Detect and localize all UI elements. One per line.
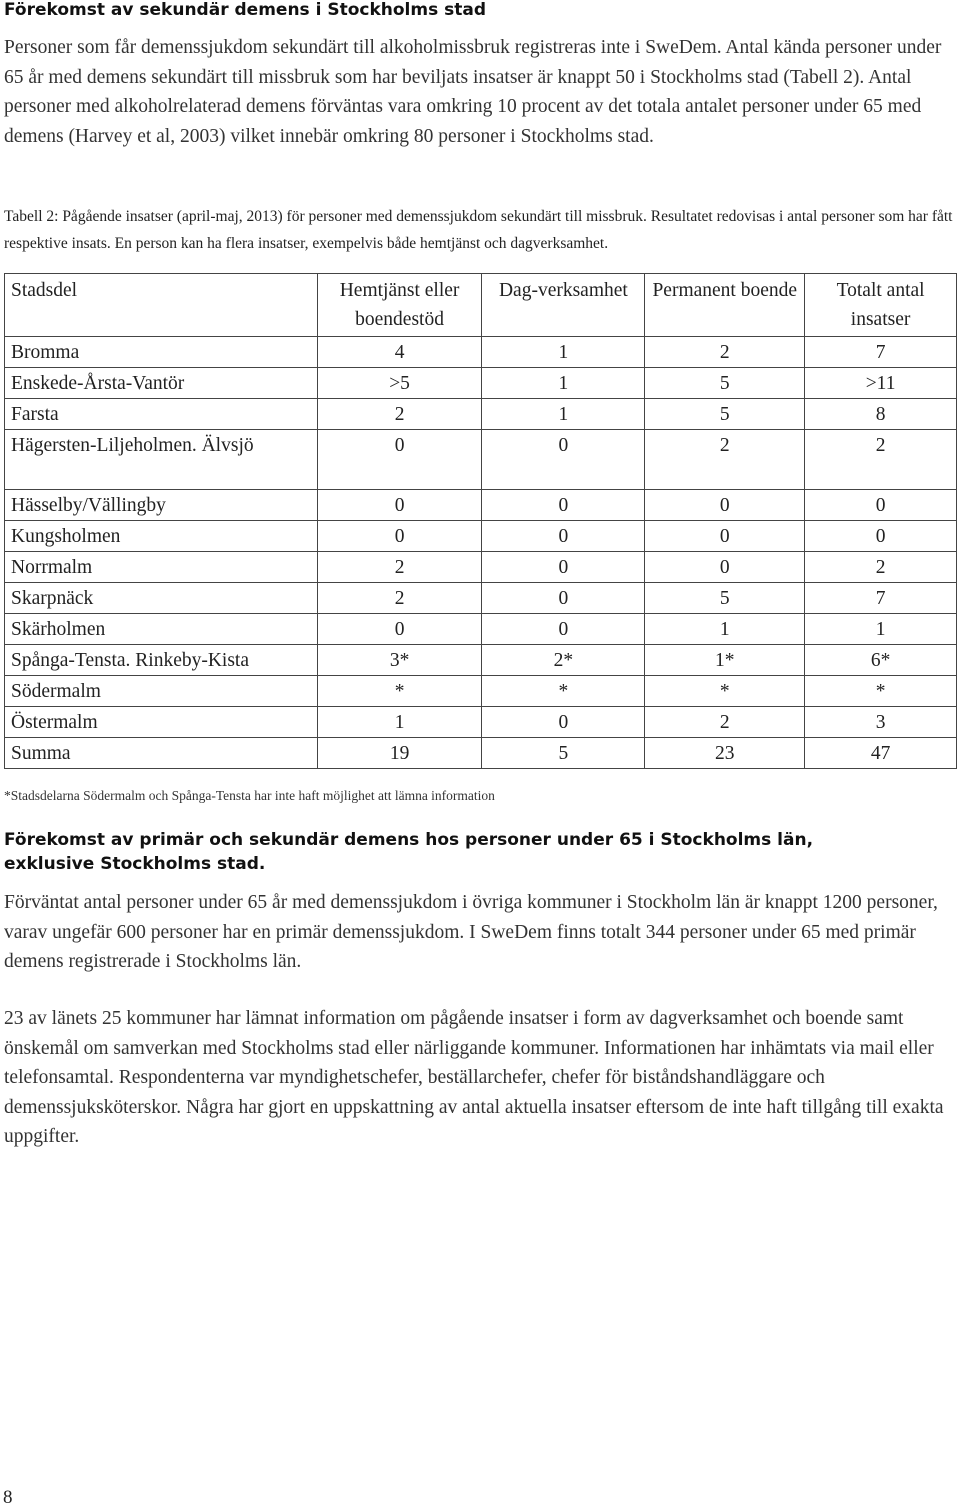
table-row: [5, 399, 957, 430]
cell-totalt: 3: [805, 707, 957, 738]
cell-permanent-boende: 0: [645, 521, 805, 552]
cell-hemtjanst: 1: [317, 707, 482, 738]
paragraph-expected-count: Förväntat antal personer under 65 år med demenssjukdom i övriga kommuner i Stockholm län är knappt 1200 personer, varav ungefär 600 personer har en primär demenssjukdom. I SweDem finns totalt 344 personer under 65 med primär demens registrerade i Stockholms län.: [4, 892, 938, 972]
header-permanent-boende: Permanent boende: [645, 274, 805, 337]
paragraph-municipalities: 23 av länets 25 kommuner har lämnat information om pågående insatser i form av dagverksamhet och boende samt önskemål om samverkan med Stockholms stad eller närliggande kommuner. Informationen har inhämtats via mail eller telefonsamtal. Respondenterna var myndighetschefer, beställarchefer, chefer för biståndshandläggare och demenssjuksköterskor. Några har gjort en uppskattning av antal aktuella insatser eftersom de inte haft tillgång till exakta uppgifter.: [4, 1008, 944, 1147]
cell-hemtjanst: *: [317, 676, 482, 707]
cell-stadsdel: Södermalm: [5, 676, 318, 707]
cell-hemtjanst: 19: [317, 738, 482, 769]
cell-stadsdel: Östermalm: [5, 707, 318, 738]
cell-stadsdel: Spånga-Tensta. Rinkeby-Kista: [5, 645, 318, 676]
table-row: [5, 552, 957, 583]
table-row-summa: [5, 738, 957, 769]
table-row: [5, 368, 957, 399]
cell-totalt: *: [805, 676, 957, 707]
cell-totalt: 0: [805, 521, 957, 552]
cell-stadsdel: Bromma: [5, 337, 318, 368]
table-row: [5, 337, 957, 368]
cell-dagverksamhet: 0: [482, 583, 645, 614]
page-number: 8: [3, 1487, 13, 1508]
cell-stadsdel: Skarpnäck: [5, 583, 318, 614]
cell-stadsdel: Farsta: [5, 399, 318, 430]
cell-permanent-boende: *: [645, 676, 805, 707]
table-row: [5, 430, 957, 490]
table-row: [5, 583, 957, 614]
cell-stadsdel: Kungsholmen: [5, 521, 318, 552]
header-totalt: Totalt antal insatser: [805, 274, 957, 337]
cell-stadsdel: Summa: [5, 738, 318, 769]
cell-totalt: 7: [805, 583, 957, 614]
cell-permanent-boende: 0: [645, 552, 805, 583]
cell-hemtjanst: >5: [317, 368, 482, 399]
cell-dagverksamhet: 0: [482, 490, 645, 521]
table-row: [5, 645, 957, 676]
header-stadsdel: Stadsdel: [5, 274, 318, 337]
cell-hemtjanst: 3*: [317, 645, 482, 676]
table-header-row: [5, 274, 957, 337]
cell-dagverksamhet: 0: [482, 552, 645, 583]
cell-dagverksamhet: 1: [482, 399, 645, 430]
table-row: [5, 521, 957, 552]
cell-dagverksamhet: 1: [482, 368, 645, 399]
cell-permanent-boende: 0: [645, 490, 805, 521]
cell-hemtjanst: 2: [317, 583, 482, 614]
cell-stadsdel: Enskede-Årsta-Vantör: [5, 368, 318, 399]
cell-dagverksamhet: 0: [482, 430, 645, 490]
table-row: [5, 676, 957, 707]
cell-hemtjanst: 2: [317, 399, 482, 430]
cell-permanent-boende: 2: [645, 337, 805, 368]
cell-dagverksamhet: 2*: [482, 645, 645, 676]
cell-permanent-boende: 2: [645, 707, 805, 738]
cell-totalt: 2: [805, 552, 957, 583]
cell-totalt: 1: [805, 614, 957, 645]
cell-permanent-boende: 2: [645, 430, 805, 490]
cell-permanent-boende: 23: [645, 738, 805, 769]
table-row: [5, 707, 957, 738]
cell-hemtjanst: 4: [317, 337, 482, 368]
cell-totalt: 7: [805, 337, 957, 368]
cell-dagverksamhet: 0: [482, 707, 645, 738]
header-dagverksamhet: Dag-verksamhet: [482, 274, 645, 337]
cell-totalt: 2: [805, 430, 957, 490]
header-hemtjanst: Hemtjänst eller boendestöd: [317, 274, 482, 337]
cell-dagverksamhet: 1: [482, 337, 645, 368]
cell-permanent-boende: 1*: [645, 645, 805, 676]
cell-hemtjanst: 0: [317, 521, 482, 552]
cell-stadsdel: Hägersten-Liljeholmen. Älvsjö: [5, 430, 318, 490]
cell-totalt: 0: [805, 490, 957, 521]
table-caption: Tabell 2: Pågående insatser (april-maj, 2013) för personer med demenssjukdom sekundärt till missbruk. Resultatet redovisas i antal personer som har fått respektive insats. En person kan ha flera insatser, exempelvis både hemtjänst och dagverksamhet.: [4, 208, 953, 252]
insatser-table: [4, 273, 957, 769]
cell-hemtjanst: 0: [317, 490, 482, 521]
cell-permanent-boende: 5: [645, 399, 805, 430]
table-row: [5, 490, 957, 521]
cell-totalt: 6*: [805, 645, 957, 676]
table-row: [5, 614, 957, 645]
cell-dagverksamhet: 0: [482, 614, 645, 645]
cell-dagverksamhet: *: [482, 676, 645, 707]
cell-dagverksamhet: 5: [482, 738, 645, 769]
cell-permanent-boende: 1: [645, 614, 805, 645]
cell-permanent-boende: 5: [645, 583, 805, 614]
cell-permanent-boende: 5: [645, 368, 805, 399]
cell-totalt: >11: [805, 368, 957, 399]
section-heading-secondary-dementia: Förekomst av sekundär demens i Stockholms stad: [4, 0, 487, 20]
cell-totalt: 8: [805, 399, 957, 430]
cell-totalt: 47: [805, 738, 957, 769]
table-footnote: *Stadsdelarna Södermalm och Spånga-Tensta har inte haft möjlighet att lämna information: [4, 788, 495, 803]
cell-stadsdel: Skärholmen: [5, 614, 318, 645]
cell-hemtjanst: 0: [317, 430, 482, 490]
section-heading-primary-secondary-dementia: Förekomst av primär och sekundär demens hos personer under 65 i Stockholms län, exklusive Stockholms stad.: [4, 830, 814, 874]
cell-dagverksamhet: 0: [482, 521, 645, 552]
paragraph-intro: Personer som får demenssjukdom sekundärt till alkoholmissbruk registreras inte i SweDem. Antal kända personer under 65 år med demens sekundärt till missbruk som har beviljats insatser är knappt 50 i Stockholms stad (Tabell 2). Antal personer med alkoholrelaterad demens förväntas vara omkring 10 procent av det totala antalet personer under 65 med demens (Harvey et al, 2003) vilket innebär omkring 80 personer i Stockholms stad.: [4, 37, 942, 147]
cell-stadsdel: Hässelby/Vällingby: [5, 490, 318, 521]
cell-hemtjanst: 0: [317, 614, 482, 645]
cell-hemtjanst: 2: [317, 552, 482, 583]
cell-stadsdel: Norrmalm: [5, 552, 318, 583]
